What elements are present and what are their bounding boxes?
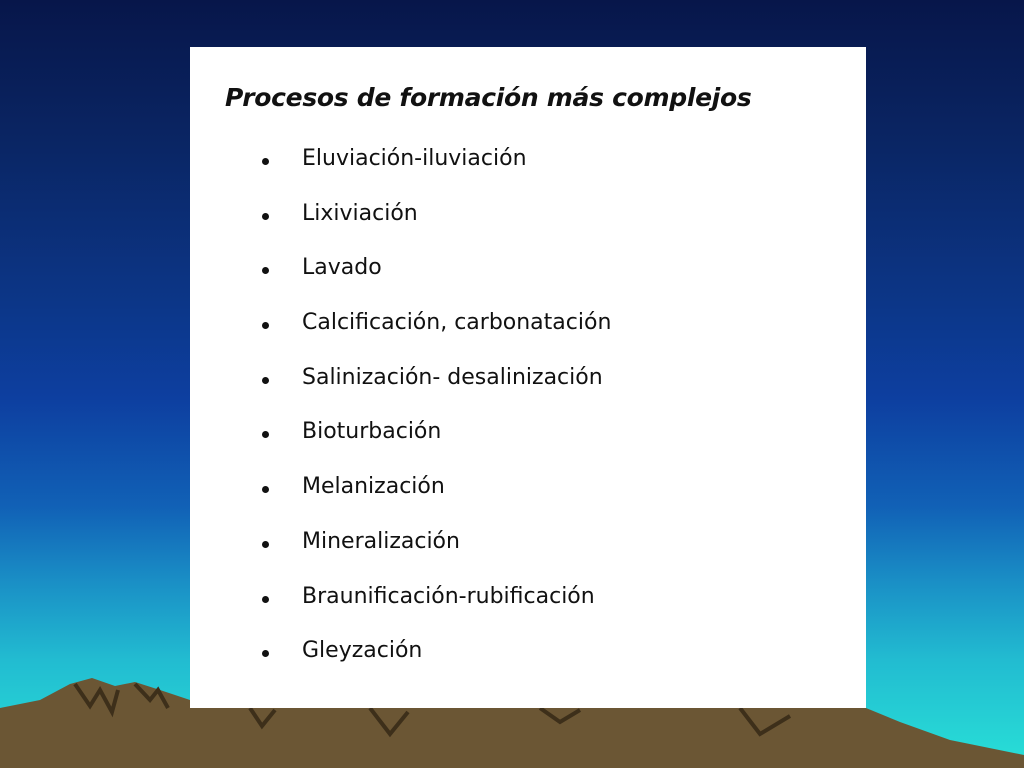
bullet-icon	[262, 213, 269, 220]
bullet-icon	[262, 431, 269, 438]
bullet-icon	[262, 486, 269, 493]
list-item	[262, 584, 611, 639]
slide-title: Procesos de formación más complejos	[225, 83, 752, 112]
list-item-label: Mineralización	[302, 528, 460, 554]
list-item	[262, 201, 611, 256]
list-item-label: Lavado	[302, 255, 382, 281]
list-item	[262, 474, 611, 529]
list-item-label: Braunificación-rubificación	[302, 583, 595, 609]
bullet-icon	[262, 377, 269, 384]
bullet-icon	[262, 267, 269, 274]
list-item	[262, 146, 611, 201]
list-item	[262, 638, 611, 693]
list-item-label: Melanización	[302, 474, 445, 500]
bullet-icon	[262, 541, 269, 548]
list-item-label: Gleyzación	[302, 638, 423, 664]
content-card	[190, 47, 866, 708]
list-item	[262, 255, 611, 310]
bullet-icon	[262, 596, 269, 603]
list-item-label: Calcificación, carbonatación	[302, 310, 612, 336]
list-item-label: Bioturbación	[302, 419, 442, 445]
list-item	[262, 529, 611, 584]
bullet-icon	[262, 650, 269, 657]
list-item-label: Eluviación-iluviación	[302, 146, 527, 171]
list-item-label: Salinización- desalinización	[302, 364, 603, 390]
list-item-label: Lixiviación	[302, 200, 418, 226]
list-item	[262, 365, 611, 420]
list-item	[262, 419, 611, 474]
list-item	[262, 310, 611, 365]
bullet-icon	[262, 158, 269, 165]
bullet-icon	[262, 322, 269, 329]
process-list	[262, 146, 611, 693]
